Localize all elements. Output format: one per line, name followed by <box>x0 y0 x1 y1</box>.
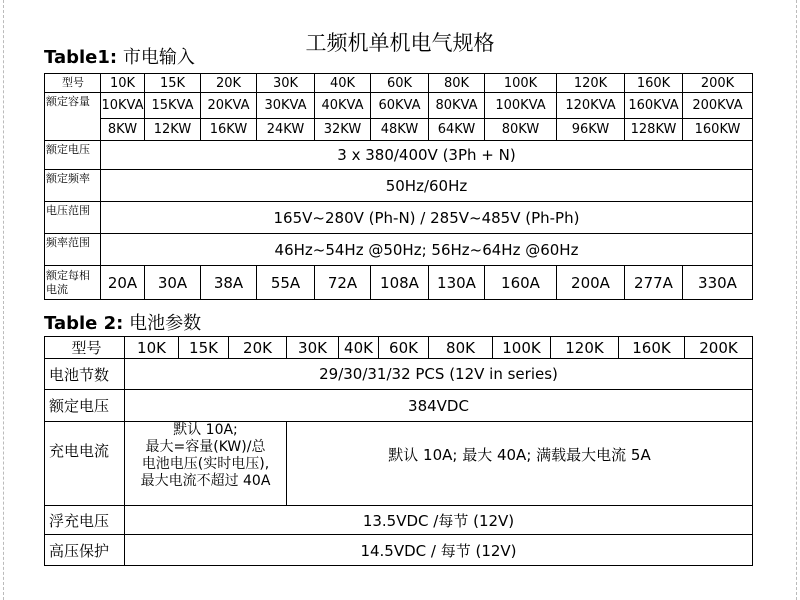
current-cell: 38A <box>201 266 257 300</box>
model-cell: 80K <box>429 337 493 359</box>
kva-cell: 30KVA <box>257 93 315 119</box>
charge-note-line: 最大电流不超过 40A <box>140 473 271 489</box>
current-cell: 200A <box>557 266 625 300</box>
model-cell: 40K <box>315 74 371 93</box>
capacity-label: 额定容量 <box>45 93 101 141</box>
model-cell: 10K <box>125 337 179 359</box>
model-cell: 10K <box>101 74 145 93</box>
kva-cell: 20KVA <box>201 93 257 119</box>
charge-current-large-models: 默认 10A; 最大 40A; 满载最大电流 5A <box>287 422 753 506</box>
frequency-range-value: 46Hz~54Hz @50Hz; 56Hz~64Hz @60Hz <box>101 234 753 266</box>
table-row <box>45 141 753 170</box>
kva-cell: 15KVA <box>145 93 201 119</box>
high-voltage-protection-value: 14.5VDC / 每节 (12V) <box>125 535 753 566</box>
model-label: 型号 <box>45 74 101 93</box>
kva-cell: 100KVA <box>485 93 557 119</box>
model-cell: 60K <box>371 74 429 93</box>
kw-cell: 96KW <box>557 119 625 141</box>
model-cell: 120K <box>551 337 619 359</box>
frequency-range-label: 频率范围 <box>45 234 101 266</box>
model-cell: 160K <box>619 337 685 359</box>
table-row <box>45 202 753 234</box>
kw-cell: 24KW <box>257 119 315 141</box>
kva-cell: 200KVA <box>683 93 753 119</box>
table-row <box>45 359 753 390</box>
charge-note-line: 电池电压(实时电压), <box>141 456 270 472</box>
table-row <box>45 506 753 535</box>
battery-parameters-table <box>44 336 753 566</box>
current-cell: 130A <box>429 266 485 300</box>
kw-cell: 16KW <box>201 119 257 141</box>
kva-cell: 10KVA <box>101 93 145 119</box>
kw-cell: 8KW <box>101 119 145 141</box>
rated-voltage-label: 额定电压 <box>45 141 101 170</box>
model-label: 型号 <box>45 337 125 359</box>
kva-cell: 120KVA <box>557 93 625 119</box>
kw-cell: 160KW <box>683 119 753 141</box>
model-cell: 15K <box>145 74 201 93</box>
high-voltage-protection-label: 高压保护 <box>45 535 125 566</box>
charge-note-line: 默认 10A; <box>173 422 238 438</box>
left-border-decoration <box>3 0 4 600</box>
kw-cell: 128KW <box>625 119 683 141</box>
float-voltage-label: 浮充电压 <box>45 506 125 535</box>
kw-cell: 32KW <box>315 119 371 141</box>
table-row <box>45 337 753 359</box>
battery-cells-label: 电池节数 <box>45 359 125 390</box>
document-title: 工频机单机电气规格 <box>305 31 495 55</box>
table-row <box>45 93 753 119</box>
voltage-range-value: 165V~280V (Ph-N) / 285V~485V (Ph-Ph) <box>101 202 753 234</box>
model-cell: 200K <box>683 74 753 93</box>
model-cell: 15K <box>179 337 229 359</box>
rated-frequency-label: 额定频率 <box>45 170 101 202</box>
current-cell: 330A <box>683 266 753 300</box>
kw-cell: 64KW <box>429 119 485 141</box>
kva-cell: 160KVA <box>625 93 683 119</box>
table2-heading-text: 电池参数 <box>123 313 202 334</box>
table2-heading <box>44 313 201 335</box>
model-cell: 160K <box>625 74 683 93</box>
model-cell: 30K <box>257 74 315 93</box>
kw-cell: 80KW <box>485 119 557 141</box>
table-row <box>45 390 753 422</box>
kva-cell: 80KVA <box>429 93 485 119</box>
table-row <box>45 119 753 141</box>
charge-current-small-models <box>125 422 287 506</box>
table-row <box>45 234 753 266</box>
kva-cell: 40KVA <box>315 93 371 119</box>
model-cell: 20K <box>229 337 287 359</box>
rated-frequency-value: 50Hz/60Hz <box>101 170 753 202</box>
rated-current-label: 额定每相电流 <box>45 266 101 300</box>
kw-cell: 12KW <box>145 119 201 141</box>
kva-cell: 60KVA <box>371 93 429 119</box>
current-cell: 277A <box>625 266 683 300</box>
model-cell: 60K <box>379 337 429 359</box>
current-cell: 20A <box>101 266 145 300</box>
current-cell: 30A <box>145 266 201 300</box>
charge-note-line: 最大=容量(KW)/总 <box>145 439 266 455</box>
table-row <box>45 535 753 566</box>
table-row <box>45 422 753 506</box>
mains-input-table <box>44 73 753 300</box>
model-cell: 200K <box>685 337 753 359</box>
current-cell: 55A <box>257 266 315 300</box>
current-cell: 108A <box>371 266 429 300</box>
model-cell: 20K <box>201 74 257 93</box>
charge-current-label: 充电电流 <box>45 422 125 506</box>
model-cell: 120K <box>557 74 625 93</box>
rated-voltage-value: 3 x 380/400V (3Ph + N) <box>101 141 753 170</box>
model-cell: 100K <box>485 74 557 93</box>
table2-heading-number: Table 2: <box>44 313 124 334</box>
current-cell: 72A <box>315 266 371 300</box>
right-border-decoration <box>796 0 797 600</box>
kw-cell: 48KW <box>371 119 429 141</box>
table1-heading-number: Table1: <box>44 47 118 68</box>
voltage-range-label: 电压范围 <box>45 202 101 234</box>
model-cell: 100K <box>493 337 551 359</box>
table-row <box>45 74 753 93</box>
battery-cells-value: 29/30/31/32 PCS (12V in series) <box>125 359 753 390</box>
model-cell: 80K <box>429 74 485 93</box>
rated-voltage-label: 额定电压 <box>45 390 125 422</box>
model-cell: 30K <box>287 337 339 359</box>
table1-heading-text: 市电输入 <box>117 47 195 68</box>
model-cell: 40K <box>339 337 379 359</box>
table-row <box>45 170 753 202</box>
table1-heading <box>44 47 195 69</box>
table-row <box>45 266 753 300</box>
rated-voltage-value: 384VDC <box>125 390 753 422</box>
float-voltage-value: 13.5VDC /每节 (12V) <box>125 506 753 535</box>
current-cell: 160A <box>485 266 557 300</box>
